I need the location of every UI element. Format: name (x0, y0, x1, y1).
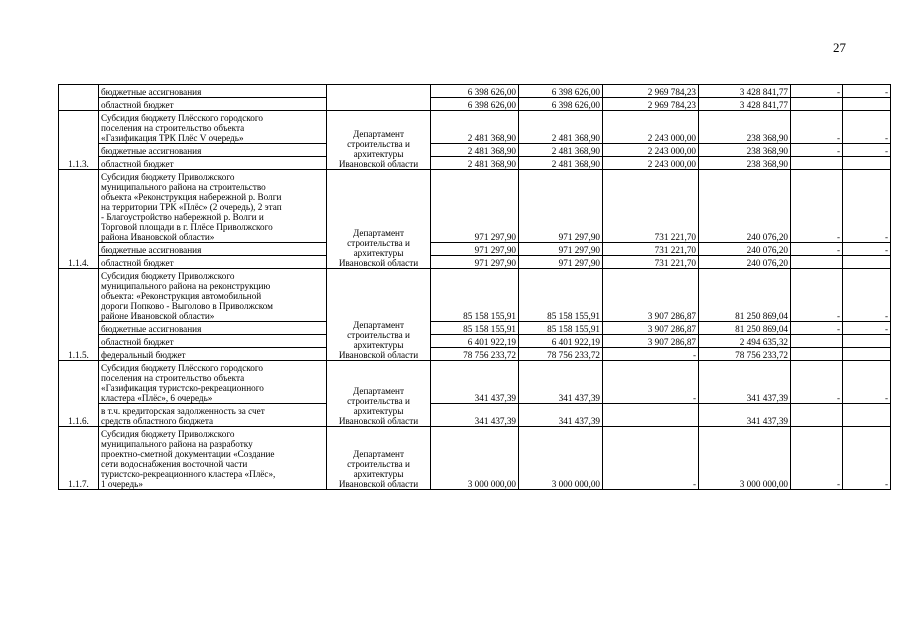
value-cell: 81 250 869,04 (699, 269, 791, 322)
value-cell (791, 348, 843, 361)
description-line: Субсидия бюджету Плёсского городского (101, 363, 263, 373)
budget-table-body (59, 85, 891, 490)
description-line: объекта «Реконструкция набережной р. Волги (101, 192, 282, 202)
item-description (99, 427, 327, 490)
description-line: на территории ТРК «Плёс» (2 очередь), 2 этап (101, 202, 282, 212)
value-cell: 3 000 000,00 (519, 427, 603, 490)
value-cell: 3 000 000,00 (699, 427, 791, 490)
executor-line: строительства и (347, 139, 410, 149)
value-cell (791, 157, 843, 170)
value-cell: 240 076,20 (699, 243, 791, 256)
table-row (59, 361, 891, 404)
value-cell: - (791, 111, 843, 144)
description-line: Торговой площади в г. Плёсе Приволжского (101, 222, 273, 232)
description-line: Субсидия бюджету Плёсского городского (101, 113, 263, 123)
description-line: Субсидия бюджету Приволжского (101, 271, 235, 281)
value-cell: 3 000 000,00 (431, 427, 519, 490)
description-line: поселения на строительство объекта (101, 123, 245, 133)
value-cell: 341 437,39 (519, 404, 603, 427)
item-description (99, 144, 327, 157)
value-cell (791, 404, 843, 427)
executor-cell (327, 427, 431, 490)
item-description (99, 85, 327, 98)
value-cell: 78 756 233,72 (519, 348, 603, 361)
executor-line: архитектуры (353, 340, 404, 350)
value-cell: - (791, 170, 843, 243)
table-row (59, 404, 891, 427)
description-line: федеральный бюджет (101, 350, 186, 360)
table-row (59, 157, 891, 170)
value-cell: 341 437,39 (431, 404, 519, 427)
description-line: объекта: «Реконструкция автомобильной (101, 291, 262, 301)
value-cell: - (603, 348, 699, 361)
executor-line: архитектуры (353, 406, 404, 416)
value-cell (843, 256, 891, 269)
executor-cell (327, 170, 431, 269)
value-cell: 2 243 000,00 (603, 111, 699, 144)
value-cell: 2 969 784,23 (603, 85, 699, 98)
value-cell: 971 297,90 (431, 243, 519, 256)
value-cell (843, 98, 891, 111)
description-line: бюджетные ассигнования (101, 324, 202, 334)
value-cell: 6 401 922,19 (519, 335, 603, 348)
description-line: района Ивановской области» (101, 232, 215, 242)
item-description (99, 335, 327, 348)
value-cell (791, 256, 843, 269)
description-line: муниципального района на строительство (101, 182, 266, 192)
table-row (59, 269, 891, 322)
item-code: 1.1.6. (59, 361, 99, 427)
table-row (59, 170, 891, 243)
table-row (59, 111, 891, 144)
value-cell: 6 401 922,19 (431, 335, 519, 348)
value-cell (843, 348, 891, 361)
value-cell: 2 481 368,90 (519, 144, 603, 157)
description-line: бюджетные ассигнования (101, 146, 202, 156)
executor-line: архитектуры (353, 149, 404, 159)
item-code (59, 85, 99, 111)
description-line: сети водоснабжения восточной части (101, 459, 248, 469)
value-cell: 341 437,39 (699, 361, 791, 404)
value-cell: 341 437,39 (431, 361, 519, 404)
value-cell: 85 158 155,91 (519, 269, 603, 322)
item-description (99, 243, 327, 256)
value-cell: 6 398 626,00 (519, 98, 603, 111)
table-row (59, 348, 891, 361)
value-cell (791, 335, 843, 348)
value-cell: 3 907 286,87 (603, 335, 699, 348)
description-line: в т.ч. кредиторская задолженность за счет (101, 406, 265, 416)
executor-line: строительства и (347, 396, 410, 406)
value-cell: - (791, 243, 843, 256)
description-line: средств областного бюджета (101, 416, 214, 426)
description-line: муниципального района на реконструкцию (101, 281, 271, 291)
item-description (99, 361, 327, 404)
value-cell: 78 756 233,72 (431, 348, 519, 361)
value-cell: 3 907 286,87 (603, 269, 699, 322)
value-cell: 2 969 784,23 (603, 98, 699, 111)
item-description (99, 404, 327, 427)
description-line: областной бюджет (101, 159, 174, 169)
description-line: «Газификация ТРК Плёс V очередь» (101, 133, 244, 143)
value-cell: 2 481 368,90 (519, 157, 603, 170)
value-cell: 6 398 626,00 (431, 85, 519, 98)
item-description (99, 322, 327, 335)
value-cell: 240 076,20 (699, 170, 791, 243)
value-cell: 78 756 233,72 (699, 348, 791, 361)
value-cell: 731 221,70 (603, 243, 699, 256)
executor-cell (327, 85, 431, 111)
budget-table (58, 84, 891, 490)
executor-line: Департамент (353, 129, 404, 139)
value-cell: 971 297,90 (431, 170, 519, 243)
executor-line: Ивановской области (338, 258, 419, 268)
description-line: проектно-сметной документации «Создание (101, 449, 275, 459)
value-cell: - (791, 269, 843, 322)
executor-line: Ивановской области (338, 416, 419, 426)
value-cell: 238 368,90 (699, 157, 791, 170)
description-line: «Газификация туристско-рекреационного (101, 383, 264, 393)
value-cell: - (791, 361, 843, 404)
description-line: бюджетные ассигнования (101, 245, 202, 255)
value-cell (843, 335, 891, 348)
value-cell: 6 398 626,00 (431, 98, 519, 111)
value-cell: 81 250 869,04 (699, 322, 791, 335)
value-cell: 85 158 155,91 (519, 322, 603, 335)
value-cell (791, 98, 843, 111)
value-cell: 2 481 368,90 (519, 111, 603, 144)
executor-line: строительства и (347, 330, 410, 340)
value-cell: 2 481 368,90 (431, 144, 519, 157)
table-row (59, 144, 891, 157)
description-line: областной бюджет (101, 100, 174, 110)
value-cell: 238 368,90 (699, 144, 791, 157)
value-cell: 341 437,39 (699, 404, 791, 427)
executor-line: Ивановской области (338, 350, 419, 360)
value-cell: 240 076,20 (699, 256, 791, 269)
item-description (99, 269, 327, 322)
description-line: 1 очередь» (101, 479, 143, 489)
page-number: 27 (833, 40, 846, 55)
value-cell: 2 243 000,00 (603, 157, 699, 170)
table-row (59, 243, 891, 256)
executor-line: Департамент (353, 449, 404, 459)
value-cell: 85 158 155,91 (431, 269, 519, 322)
description-line: кластера «Плёс», 6 очередь» (101, 393, 213, 403)
item-code: 1.1.4. (59, 170, 99, 269)
value-cell: - (843, 170, 891, 243)
value-cell: 971 297,90 (431, 256, 519, 269)
value-cell: 341 437,39 (519, 361, 603, 404)
table-row (59, 256, 891, 269)
executor-line: Департамент (353, 320, 404, 330)
item-description (99, 157, 327, 170)
table-row (59, 427, 891, 490)
description-line: районе Ивановской области» (101, 311, 215, 321)
value-cell: 6 398 626,00 (519, 85, 603, 98)
table-row (59, 335, 891, 348)
value-cell: - (843, 427, 891, 490)
description-line: туристско-рекреационного кластера «Плёс», (101, 469, 276, 479)
description-line: областной бюджет (101, 258, 174, 268)
description-line: - Благоустройство набережной р. Волги и (101, 212, 264, 222)
executor-line: Департамент (353, 228, 404, 238)
value-cell: - (843, 144, 891, 157)
item-description (99, 256, 327, 269)
description-line: бюджетные ассигнования (101, 87, 202, 97)
executor-line: Ивановской области (338, 479, 419, 489)
item-description (99, 111, 327, 144)
item-description (99, 98, 327, 111)
value-cell: 85 158 155,91 (431, 322, 519, 335)
executor-line: Ивановской области (338, 159, 419, 169)
item-code: 1.1.5. (59, 269, 99, 361)
executor-cell (327, 269, 431, 361)
value-cell: 2 481 368,90 (431, 111, 519, 144)
item-description (99, 348, 327, 361)
value-cell: - (791, 85, 843, 98)
value-cell: 238 368,90 (699, 111, 791, 144)
executor-line: Департамент (353, 386, 404, 396)
value-cell: - (843, 361, 891, 404)
description-line: Субсидия бюджету Приволжского (101, 172, 235, 182)
value-cell: 971 297,90 (519, 243, 603, 256)
value-cell: 3 428 841,77 (699, 98, 791, 111)
value-cell: 731 221,70 (603, 256, 699, 269)
value-cell: - (843, 243, 891, 256)
executor-line: строительства и (347, 238, 410, 248)
value-cell: - (603, 361, 699, 404)
value-cell (843, 404, 891, 427)
table-row (59, 98, 891, 111)
executor-line: строительства и (347, 459, 410, 469)
table-row (59, 322, 891, 335)
executor-cell (327, 361, 431, 427)
description-line: дороги Попково - Выголово в Приволжском (101, 301, 273, 311)
value-cell: 731 221,70 (603, 170, 699, 243)
value-cell: 2 481 368,90 (431, 157, 519, 170)
value-cell: 2 243 000,00 (603, 144, 699, 157)
value-cell (843, 157, 891, 170)
description-line: областной бюджет (101, 337, 174, 347)
value-cell: - (843, 322, 891, 335)
description-line: Субсидия бюджету Приволжского (101, 429, 235, 439)
value-cell: - (791, 144, 843, 157)
value-cell: - (843, 269, 891, 322)
value-cell: - (843, 85, 891, 98)
value-cell: - (791, 427, 843, 490)
table-row (59, 85, 891, 98)
executor-line: архитектуры (353, 248, 404, 258)
description-line: муниципального района на разработку (101, 439, 253, 449)
value-cell: 971 297,90 (519, 170, 603, 243)
value-cell: 3 907 286,87 (603, 322, 699, 335)
value-cell (603, 404, 699, 427)
value-cell: 3 428 841,77 (699, 85, 791, 98)
item-code: 1.1.3. (59, 111, 99, 170)
value-cell: 2 494 635,32 (699, 335, 791, 348)
item-description (99, 170, 327, 243)
value-cell: 971 297,90 (519, 256, 603, 269)
value-cell: - (791, 322, 843, 335)
executor-line: архитектуры (353, 469, 404, 479)
description-line: поселения на строительство объекта (101, 373, 245, 383)
executor-cell (327, 111, 431, 170)
value-cell: - (603, 427, 699, 490)
item-code: 1.1.7. (59, 427, 99, 490)
value-cell: - (843, 111, 891, 144)
